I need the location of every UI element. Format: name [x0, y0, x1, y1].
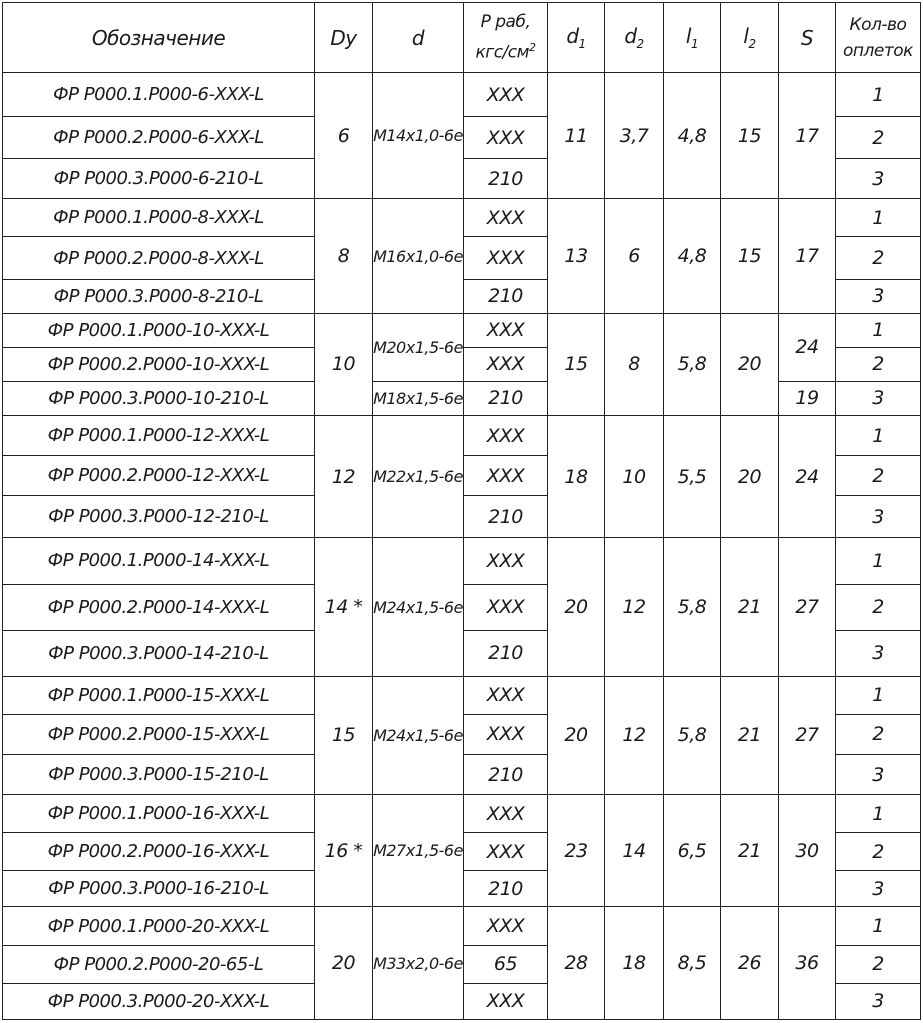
cell-d1: 20: [548, 538, 605, 676]
header-d1-main: d: [566, 24, 579, 48]
cell-count: 3: [836, 871, 921, 907]
header-designation: Обозначение: [3, 3, 315, 73]
cell-d1: 20: [548, 676, 605, 794]
cell-d1: 18: [548, 415, 605, 537]
header-d1-sub: 1: [578, 37, 586, 51]
cell-d1: 11: [548, 73, 605, 199]
cell-l2: 15: [721, 73, 779, 199]
header-l1: [664, 3, 721, 73]
cell-designation: ФР Р000.3.Р000-15-210-L: [3, 755, 315, 795]
cell-count: 1: [836, 73, 921, 117]
cell-dy: 10: [315, 313, 373, 415]
cell-dy: 16 *: [315, 795, 373, 907]
cell-p-work: 210: [464, 871, 548, 907]
cell-thread: M16x1,0-6e: [373, 199, 464, 313]
cell-d2: 14: [605, 795, 664, 907]
cell-designation: ФР Р000.2.Р000-16-XXX-L: [3, 833, 315, 871]
cell-thread: M24x1,5-6e: [373, 676, 464, 794]
cell-designation: ФР Р000.1.Р000-20-XXX-L: [3, 907, 315, 945]
cell-p-work: XXX: [464, 199, 548, 237]
cell-designation: ФР Р000.1.Р000-14-XXX-L: [3, 538, 315, 584]
cell-thread: M24x1,5-6e: [373, 538, 464, 676]
cell-d2: 3,7: [605, 73, 664, 199]
cell-count: 2: [836, 584, 921, 630]
cell-s: 17: [779, 199, 836, 313]
cell-designation: ФР Р000.2.Р000-6-XXX-L: [3, 117, 315, 159]
cell-count: 3: [836, 381, 921, 415]
cell-count: 2: [836, 237, 921, 279]
header-p-line1: P раб,: [480, 12, 531, 33]
header-d2-main: d: [624, 24, 637, 48]
cell-p-work: XXX: [464, 907, 548, 945]
cell-l1: 8,5: [664, 907, 721, 1020]
cell-designation: ФР Р000.3.Р000-16-210-L: [3, 871, 315, 907]
cell-s: 27: [779, 538, 836, 676]
cell-dy: 12: [315, 415, 373, 537]
cell-count: 3: [836, 279, 921, 313]
cell-count: 1: [836, 415, 921, 455]
cell-designation: ФР Р000.1.Р000-6-XXX-L: [3, 73, 315, 117]
cell-p-work: XXX: [464, 833, 548, 871]
cell-p-work: XXX: [464, 456, 548, 496]
cell-count: 1: [836, 538, 921, 584]
header-l2: [721, 3, 779, 73]
table-row: [3, 199, 921, 237]
cell-designation: ФР Р000.1.Р000-10-XXX-L: [3, 313, 315, 347]
cell-p-work: 210: [464, 381, 548, 415]
cell-designation: ФР Р000.2.Р000-12-XXX-L: [3, 456, 315, 496]
table-row: [3, 381, 921, 415]
spec-table: [2, 2, 921, 1020]
cell-d1: 13: [548, 199, 605, 313]
cell-p-work: XXX: [464, 313, 548, 347]
cell-s: 19: [779, 381, 836, 415]
cell-p-work: 210: [464, 755, 548, 795]
cell-l2: 20: [721, 415, 779, 537]
cell-designation: ФР Р000.3.Р000-8-210-L: [3, 279, 315, 313]
cell-designation: ФР Р000.1.Р000-16-XXX-L: [3, 795, 315, 833]
cell-count: 1: [836, 907, 921, 945]
header-count: [836, 3, 921, 73]
cell-p-work: XXX: [464, 795, 548, 833]
cell-p-work: 210: [464, 496, 548, 538]
cell-count: 1: [836, 676, 921, 714]
cell-l2: 21: [721, 676, 779, 794]
cell-dy: 15: [315, 676, 373, 794]
cell-designation: ФР Р000.1.Р000-8-XXX-L: [3, 199, 315, 237]
cell-designation: ФР Р000.2.Р000-20-65-L: [3, 945, 315, 983]
cell-count: 1: [836, 199, 921, 237]
cell-designation: ФР Р000.3.Р000-12-210-L: [3, 496, 315, 538]
cell-count: 2: [836, 456, 921, 496]
table-row: [3, 313, 921, 347]
header-p-sup: 2: [528, 41, 536, 55]
cell-designation: ФР Р000.2.Р000-14-XXX-L: [3, 584, 315, 630]
cell-p-work: XXX: [464, 347, 548, 381]
cell-designation: ФР Р000.3.Р000-14-210-L: [3, 630, 315, 676]
cell-l2: 15: [721, 199, 779, 313]
cell-l1: 5,8: [664, 313, 721, 415]
header-l1-sub: 1: [690, 37, 699, 51]
cell-d1: 23: [548, 795, 605, 907]
cell-p-work: XXX: [464, 676, 548, 714]
cell-count: 2: [836, 714, 921, 754]
cell-p-work: XXX: [464, 237, 548, 279]
cell-l2: 20: [721, 313, 779, 415]
cell-l1: 5,5: [664, 415, 721, 537]
cell-p-work: XXX: [464, 584, 548, 630]
cell-thread: M27x1,5-6e: [373, 795, 464, 907]
cell-designation: ФР Р000.3.Р000-10-210-L: [3, 381, 315, 415]
cell-p-work: 210: [464, 630, 548, 676]
table-row: [3, 415, 921, 455]
cell-p-work: 65: [464, 945, 548, 983]
header-count-line1: Кол-во: [849, 14, 907, 35]
cell-l1: 6,5: [664, 795, 721, 907]
cell-thread: M18x1,5-6e: [373, 381, 464, 415]
table-body: [3, 73, 921, 1020]
cell-designation: ФР Р000.1.Р000-12-XXX-L: [3, 415, 315, 455]
cell-d2: 12: [605, 538, 664, 676]
cell-designation: ФР Р000.3.Р000-6-210-L: [3, 159, 315, 199]
cell-d2: 10: [605, 415, 664, 537]
cell-p-work: 210: [464, 279, 548, 313]
cell-d1: 28: [548, 907, 605, 1020]
header-p-work: [464, 3, 548, 73]
cell-p-work: 210: [464, 159, 548, 199]
table-row: [3, 676, 921, 714]
table-row: [3, 907, 921, 945]
cell-designation: ФР Р000.2.Р000-8-XXX-L: [3, 237, 315, 279]
cell-p-work: XXX: [464, 714, 548, 754]
cell-s: 24: [779, 313, 836, 381]
header-d1: [548, 3, 605, 73]
cell-count: 2: [836, 945, 921, 983]
cell-s: 27: [779, 676, 836, 794]
cell-count: 3: [836, 159, 921, 199]
cell-p-work: XXX: [464, 415, 548, 455]
cell-l1: 5,8: [664, 538, 721, 676]
table-row: [3, 538, 921, 584]
cell-s: 30: [779, 795, 836, 907]
cell-p-work: XXX: [464, 117, 548, 159]
cell-count: 3: [836, 983, 921, 1019]
cell-designation: ФР Р000.1.Р000-15-XXX-L: [3, 676, 315, 714]
cell-count: 2: [836, 117, 921, 159]
header-l2-sub: 2: [748, 37, 756, 51]
header-s: S: [779, 3, 836, 73]
header-dy: Dy: [315, 3, 373, 73]
cell-count: 1: [836, 313, 921, 347]
cell-thread: M14x1,0-6e: [373, 73, 464, 199]
cell-dy: 14 *: [315, 538, 373, 676]
cell-thread: M22x1,5-6e: [373, 415, 464, 537]
cell-d2: 12: [605, 676, 664, 794]
header-count-line2: оплеток: [843, 40, 913, 61]
cell-dy: 6: [315, 73, 373, 199]
cell-l1: 5,8: [664, 676, 721, 794]
cell-designation: ФР Р000.3.Р000-20-XXX-L: [3, 983, 315, 1019]
header-p-line2: кгс/см: [475, 42, 529, 63]
header-d2-sub: 2: [636, 37, 644, 51]
cell-d2: 6: [605, 199, 664, 313]
cell-dy: 20: [315, 907, 373, 1020]
cell-designation: ФР Р000.2.Р000-10-XXX-L: [3, 347, 315, 381]
cell-s: 17: [779, 73, 836, 199]
header-l1-main: l: [685, 24, 691, 48]
cell-l2: 21: [721, 538, 779, 676]
cell-s: 24: [779, 415, 836, 537]
cell-p-work: XXX: [464, 538, 548, 584]
table-row: [3, 795, 921, 833]
cell-count: 3: [836, 755, 921, 795]
cell-l2: 26: [721, 907, 779, 1020]
cell-count: 3: [836, 496, 921, 538]
cell-l1: 4,8: [664, 73, 721, 199]
header-row: [3, 3, 921, 73]
cell-d2: 8: [605, 313, 664, 415]
cell-count: 2: [836, 347, 921, 381]
cell-l1: 4,8: [664, 199, 721, 313]
table-row: [3, 73, 921, 117]
cell-s: 36: [779, 907, 836, 1020]
cell-p-work: XXX: [464, 983, 548, 1019]
cell-designation: ФР Р000.2.Р000-15-XXX-L: [3, 714, 315, 754]
cell-d2: 18: [605, 907, 664, 1020]
cell-thread: M33x2,0-6e: [373, 907, 464, 1020]
cell-p-work: XXX: [464, 73, 548, 117]
cell-count: 3: [836, 630, 921, 676]
cell-thread: M20x1,5-6e: [373, 313, 464, 381]
header-d2: [605, 3, 664, 73]
cell-l2: 21: [721, 795, 779, 907]
header-l2-main: l: [743, 24, 749, 48]
cell-count: 2: [836, 833, 921, 871]
cell-dy: 8: [315, 199, 373, 313]
cell-d1: 15: [548, 313, 605, 415]
cell-count: 1: [836, 795, 921, 833]
header-d: d: [373, 3, 464, 73]
